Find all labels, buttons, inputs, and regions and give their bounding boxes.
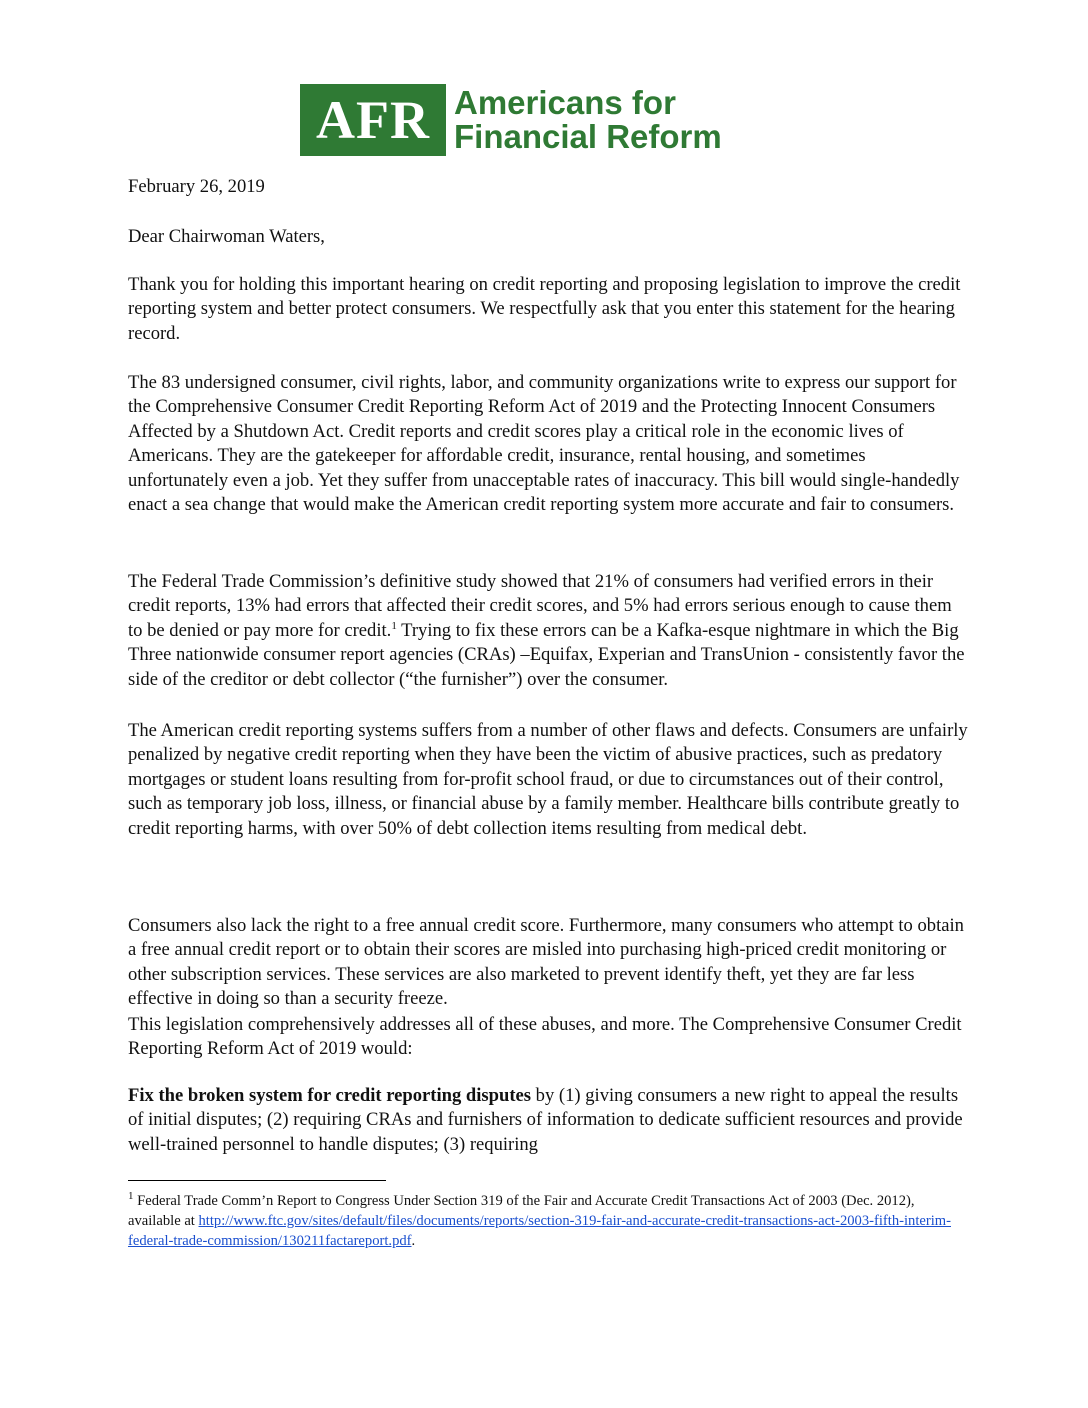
paragraph-intro: Thank you for holding this important hearing on credit reporting and proposing legislation to improve the credit reporting system and better protect consumers. We respectfully ask that you enter this statement for the hearing record. [128,274,961,344]
paragraph-disputes [128,1084,968,1157]
footnote-divider [128,1180,386,1181]
footnote [128,1191,964,1251]
paragraph-ftc-study [128,570,968,692]
logo-line-1: Americans for [454,84,676,121]
letter-date: February 26, 2019 [128,176,265,197]
salutation: Dear Chairwoman Waters, [128,226,325,247]
paragraph-legislation: This legislation comprehensively addresses all of these abuses, and more. The Comprehensive Consumer Credit Reporting Reform Act of 2019 would: [128,1014,962,1060]
footnote-end: . [411,1233,416,1249]
ftc-study-text: The Federal Trade Commission’s definitive study showed that 21% of consumers had verified errors in their credit reports, 13% had errors that affected their credit scores, and 5% had errors serious enough to cause them to be denied or pay more for credit. [128,571,952,641]
paragraph-support: The 83 undersigned consumer, civil rights, labor, and community organizations write to express our support for the Comprehensive Consumer Credit Reporting Reform Act of 2019 and the Protecting Innocent Consumers Affected by a Shutdown Act. Credit reports and credit scores play a critical role in the economic lives of Americans. They are the gatekeeper for affordable credit, insurance, rental housing, and sometimes unfortunately even a job. Yet they suffer from unacceptable rates of inaccuracy. This bill would single-handedly enact a sea change that would make the American credit reporting system more accurate and fair to consumers. [128,372,960,516]
disputes-text: by (1) giving consumers a new right to appeal the results of initial disputes; (2) requiring CRAs and furnishers of information to dedicate sufficient resources and provide well-trained personnel to handle disputes; (3) requiring [128,1085,963,1155]
paragraph-flaws: The American credit reporting systems suffers from a number of other flaws and defects. Consumers are unfairly penalized by negative credit reporting when they have been the victim of abusive practices, such as predatory mortgages or student loans resulting from for-profit school fraud, or due to circumstances out of their control, such as temporary job loss, illness, or financial abuse by a family member. Healthcare bills contribute greatly to credit reporting harms, with over 50% of debt collection items resulting from medical debt. [128,720,968,839]
footnote-number: 1 [128,1190,134,1203]
footnote-link[interactable]: http://www.ftc.gov/sites/default/files/documents/reports/section-319-fair-and-accurate-credit-transactions-act-2003-fifth-interim-federal-trade-commission/130211factareport.pdf [128,1213,951,1249]
footnote-text: Federal Trade Comm’n Report to Congress Under Section 319 of the Fair and Accurate Credit Transactions Act of 2003 (Dec. 2012), available at [128,1193,915,1229]
afr-logo-text [454,86,722,154]
ftc-study-text-cont: Trying to fix these errors can be a Kafka-esque nightmare in which the Big Three nationwide consumer report agencies (CRAs) –Equifax, Experian and TransUnion - consistently favor the side of the creditor or debt collector (“the furnisher”) over the consumer. [128,619,965,690]
disputes-heading: Fix the broken system for credit reporting disputes [128,1085,532,1106]
logo-line-2: Financial Reform [454,118,722,155]
afr-logo [300,84,722,156]
footnote-ref: 1 [391,619,397,632]
afr-logo-mark: AFR [300,84,446,156]
paragraph-credit-score: Consumers also lack the right to a free annual credit score. Furthermore, many consumers who attempt to obtain a free annual credit report or to obtain their scores are misled into purchasing high-priced credit monitoring or other subscription services. These services are also marketed to prevent identify theft, yet they are far less effective in doing so than a security freeze. [128,915,964,1010]
